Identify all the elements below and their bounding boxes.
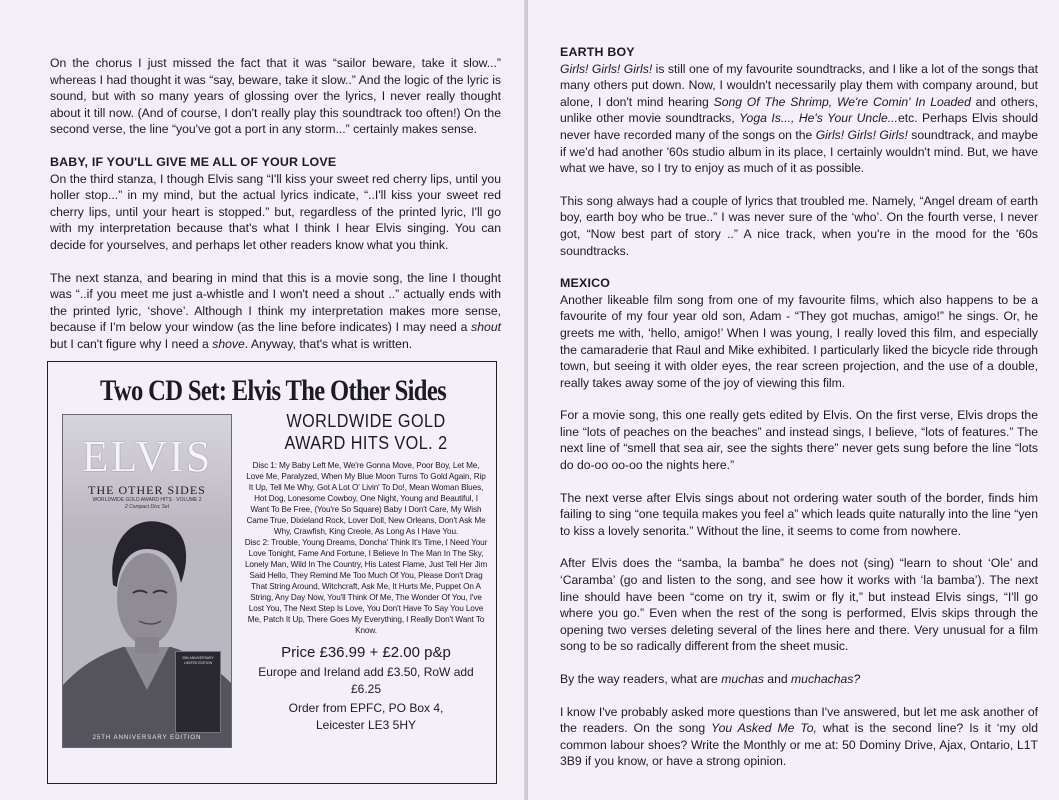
paragraph-next-stanza	[50, 270, 501, 353]
text: and others, unlike other movie soundtracks,	[560, 94, 1038, 126]
heading-mexico: MEXICO	[560, 276, 611, 291]
paragraph-mexico-samba: After Elvis does the “samba, la bamba” he does not (sing) “learn to shout ‘Ole’ and ‘Caramba’ (go and listen to the song, and see how it works with ‘la bamba’). The next line should have been “come on try it, swim or fly it,” but instead Elvis sings, “I'll go where you go.” Even when the rest of the song is performed, Elvis skips through the opening two verses deleting several of the lines here and there. Very unusual for a film song to be so radically different from the sheet music.	[560, 556, 1038, 654]
ad-title: Two CD Set: Elvis The Other Sides	[99, 374, 447, 407]
emphasis: Girls! Girls! Girls!	[815, 127, 908, 142]
disc2-tracklist: Disc 2: Trouble, Young Dreams, Doncha' Think It's Time, I Need Your Love Tonight, Fame And Fortune, I Believe In The Man In The Sky, Lonely Man, Wild In The Country, His Latest Flame, Just Tell Her Jim Said Hello, They Remind Me Too Much Of You, Please Don't Drag That String Around, Witchcraft, Ask Me, It Hurts Me, Puppet On A String, Any Day Now, You'll Think Of Me, The Wonder Of You, I've Lost You, The Next Step Is Love, You Don't Have To Say You Love Me, Patch It Up, There Goes My Everything, I Really Don't Want To Know.	[244, 538, 488, 635]
emphasis: Girls! Girls! Girls!	[560, 61, 653, 76]
text: is still one of my favourite soundtracks, and I like a lot of the songs that many others put down. Now, I wouldn't necessarily play them with company around, but alone, I don't mind hearing	[560, 61, 1038, 109]
text: etc. Perhaps Elvis should never have recorded many of the songs on the	[560, 111, 1039, 142]
heading-baby-if-youll-give-me: BABY, IF YOU'LL GIVE ME ALL OF YOUR LOVE	[50, 154, 337, 169]
right-page	[528, 0, 1059, 800]
text: soundtrack, and maybe if we'd had another '60s studio album in its place, I certainly wouldn't mind. But, we have what we have, so I try to enjoy as much of it as possible.	[560, 127, 1039, 176]
album-cover-image	[62, 414, 232, 748]
cd-advertisement	[47, 361, 497, 784]
heading-earth-boy: EARTH BOY	[560, 45, 635, 59]
emphasis: muchachas?	[791, 672, 861, 686]
cover-line: WORLDWIDE GOLD AWARD HITS · VOLUME 2	[92, 497, 202, 503]
text: but I can't figure why I need a	[50, 336, 213, 351]
cover-subtitle: THE OTHER SIDES	[88, 483, 206, 497]
order-address-line2: Leicester LE3 5HY	[315, 717, 417, 732]
sticker-text: 25th ANNIVERSARY LIMITED EDITION	[182, 656, 214, 665]
cover-edition-label: 25TH ANNIVERSARY EDITION	[92, 735, 202, 741]
emphasis-shove: shove	[212, 336, 245, 351]
emphasis: Song Of The Shrimp, We're Comin' In Loaded	[713, 94, 971, 109]
shipping-note: Europe and Ireland add £3.50, RoW add £6.25	[258, 665, 474, 696]
paragraph-mexico-edits: For a movie song, this one really gets edited by Elvis. On the first verse, Elvis drops the line “lots of peaches on the beaches” and instead sings, I believe, “lots of features.” The next line of “smell that sea air, see the sights there” never gets sung before the line “lots do do-oo oo-oo the nights here.”	[560, 408, 1038, 473]
text: I know I've probably asked more questions than I've answered, but let me ask another of the readers. On the song	[560, 704, 1038, 736]
text: and	[763, 672, 792, 686]
emphasis: You Asked Me To,	[711, 721, 817, 736]
paragraph-earth-boy-lyrics: This song always had a couple of lyrics that troubled me. Namely, “Angel dream of earth boy, earth boy who be true..” I was never sure of the ‘who’. On the fourth verse, I never got, “Now best part of story ..” A nice track, when you're in the mood for the '60s soundtracks.	[560, 193, 1038, 258]
left-page	[0, 0, 526, 800]
paragraph-mexico-tequila: The next verse after Elvis sings about not ordering water south of the border, finds him failing to sing “one tequila makes you feel a” which leads quite naturally into the line “yen to kiss a lovely senorita.” Without the line, it seems to come from nowhere.	[560, 490, 1038, 538]
text: The next stanza, and bearing in mind that this is a movie song, the line I thought was “..if you meet me just a-whistle and I won't need a shout ..” actually ends with the printed lyric, ‘shove’. Although I think my interpretation makes more sense, because if I'm below your window (as the line before indicates) I may need a	[50, 270, 501, 335]
ad-subtitle-line1: WORLDWIDE GOLD	[286, 411, 446, 431]
right-column	[560, 44, 1038, 786]
paragraph-muchas	[560, 671, 1038, 688]
emphasis: Yoga Is..., He's Your Uncle...	[739, 111, 898, 126]
text: . Anyway, that's what is written.	[244, 336, 413, 351]
price: Price £36.99 + £2.00 p&p	[281, 644, 451, 661]
paragraph-cherry-lips: On the third stanza, I though Elvis sang “I'll kiss your sweet red cherry lips, until you holler stop...” in my mind, but the actual lyrics indicate, “..I'll kiss your sweet red cherry lips, until your heart is stopped.” but, regardless of the printed lyric, I'll go with my interpretation because that's what I think I hear Elvis singing. You can decide for yourselves, and perhaps let other readers know what you think.	[50, 171, 501, 252]
paragraph-girls-girls-girls	[560, 61, 1038, 177]
disc1-tracklist: Disc 1: My Baby Left Me, We're Gonna Move, Poor Boy, Let Me, Love Me, Paralyzed, When My Blue Moon Turns To Gold Again, Rip It Up, Tell Me Why, Got A Lot O' Livin' To Do!, Mean Woman Blues, Hot Dog, Lonesome Cowboy, One Night, Young and Beautiful, I Want To Be Free, (You're So Square) Baby I Don't Care, My Wish Came True, Dixieland Rock, Lover Doll, New Orleans, Don't Ask Me Why, Crawfish, King Creole, As Long As I Have You.	[246, 461, 486, 536]
paragraph-mexico-film: Another likeable film song from one of my favourite films, which also happens to be a favourite of my four year old son, Adam - “They got muchas, amigo!” he sings. Or, he greets me with, ‘hello, amigo!’ When I was young, I really loved this film, and especially the camaraderie that Raul and Mike exhibited. I particularly liked the bicycle ride through town, but seeing it with older eyes, the rear screen projection, and the use of a double, really takes away some of the joy of viewing this film.	[560, 292, 1038, 390]
text: what is the second line? Is it ‘my old common labour shoes? Write the Monthly or me at: 50 Dominy Drive, Ajax, Ontario, L1T 3B9 if you know, or have a strong opinion.	[560, 721, 1038, 769]
text: By the way readers, what are	[560, 672, 722, 686]
paragraph-sailor-beware: On the chorus I just missed the fact that it was “sailor beware, take it slow...” whereas I had thought it was “say, beware, take it slow..” And the logic of the lyric is sound, but with so many years of glossing over the lyrics, I never really thought about it till now. (And of course, I don't really play this soundtrack too often!) On the second verse, the line “you've got a port in any storm...” certainly makes sense.	[50, 56, 501, 137]
paragraph-closing-question	[560, 704, 1038, 770]
emphasis-shout: shout	[471, 320, 501, 335]
ad-subtitle-line2: AWARD HITS VOL. 2	[284, 433, 448, 453]
cover-line: 2 Compact Disc Set	[124, 504, 170, 510]
ad-body	[244, 410, 488, 733]
left-column	[50, 55, 501, 369]
emphasis: muchas	[721, 672, 764, 686]
cover-title: ELVIS	[81, 432, 213, 481]
order-address-line1: Order from EPFC, PO Box 4,	[288, 701, 444, 715]
anniversary-sticker	[175, 651, 221, 733]
